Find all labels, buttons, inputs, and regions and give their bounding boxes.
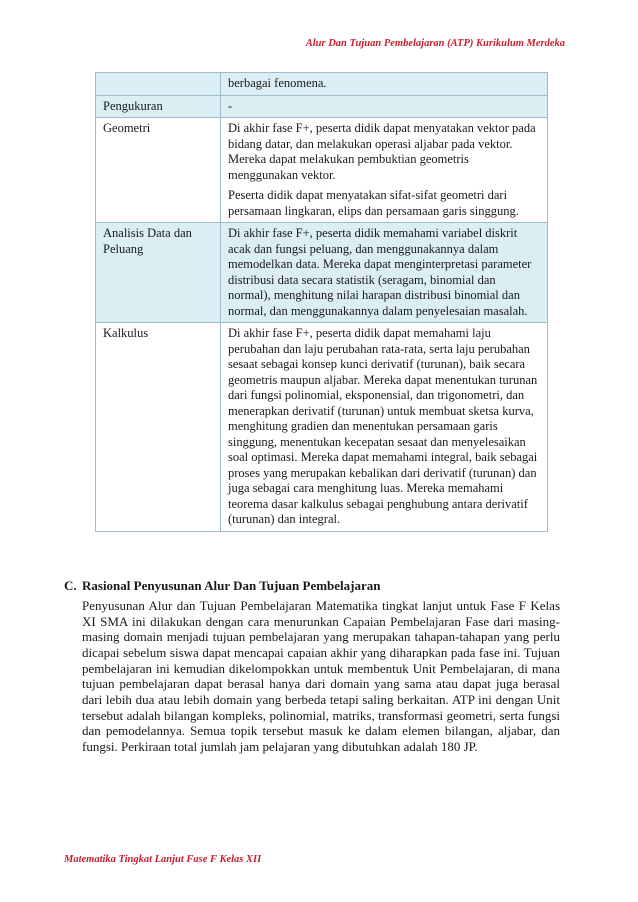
description-text: Di akhir fase F+, peserta didik dapat menyatakan vektor pada bidang datar, dan melakukan operasi aljabar pada vektor. Mereka dapat melakukan pembuktian geometris menggunakan vektor. xyxy=(228,121,536,182)
section-body: Penyusunan Alur dan Tujuan Pembelajaran Matematika tingkat lanjut untuk Fase F Kelas XI SMA ini dilakukan dengan cara menurunkan Capaian Pembelajaran Fase dari masing-masing domain menjadi tujuan pembelajaran yang merupakan tahapan-tahapan yang perlu dicapai sebelum siswa dapat mencapai capaian akhir yang diharapkan pada fase ini. Tujuan pembelajaran ini kemudian dikelompokkan untuk membentuk Unit Pembelajaran, di mana tujuan pembelajaran dapat berasal hanya dari domain yang sama atau dapat juga berasal dari lebih dua atau lebih domain yang berbeda tetapi saling berkaitan. ATP ini dengan Unit tersebut adalah bilangan kompleks, polinomial, matriks, transformasi geometri, serta fungsi dan pemodelannya. Semua topik tersebut masuk ke dalam elemen bilangan, aljabar, dan fungsi. Perkiraan total jumlah jam pelajaran yang dibutuhkan adalah 180 JP. xyxy=(82,598,560,754)
section-heading xyxy=(64,578,380,594)
table-row xyxy=(96,73,548,96)
description-text: Peserta didik dapat menyatakan sifat-sifat geometri dari persamaan lingkaran, elips dan persamaan garis singgung. xyxy=(228,188,519,218)
description-cell xyxy=(221,118,548,223)
element-cell: Pengukuran xyxy=(96,95,221,118)
table-row xyxy=(96,95,548,118)
description-cell xyxy=(221,95,548,118)
running-footer: Matematika Tingkat Lanjut Fase F Kelas XII xyxy=(64,854,262,865)
table-row xyxy=(96,118,548,223)
section-title: Rasional Penyusunan Alur Dan Tujuan Pembelajaran xyxy=(82,578,381,593)
description-text: Di akhir fase F+, peserta didik memahami variabel diskrit acak dan fungsi peluang, dan menggunakannya dalam memodelkan data. Mereka dapat menginterpretasi parameter distribusi data secara statistik (seragam, binomial dan normal), menghitung nilai harapan distribusi binomial dan normal, dan menggunakannya dalam penyelesaian masalah. xyxy=(228,226,532,318)
table-row xyxy=(96,223,548,323)
description-cell xyxy=(221,73,548,96)
section-letter: C. xyxy=(64,578,77,593)
description-text: Di akhir fase F+, peserta didik dapat memahami laju perubahan dan laju perubahan rata-rata, serta laju perubahan sesaat sebagai konsep kunci derivatif (turunan), baik secara geometris maupun aljabar. Mereka dapat menentukan turunan dari fungsi polinomial, eksponensial, dan trigonometri, dan menerapkan derivatif (turunan) untuk membuat sketsa kurva, menghitung gradien dan menentukan persamaan garis singgung, menentukan kecepatan sesaat dan menyelesaikan soal optimasi. Mereka dapat memahami integral, baik sebagai proses yang merupakan kebalikan dari derivatif (turunan) dan juga sebagai cara menghitung luas. Mereka memahami teorema dasar kalkulus sebagai penghubung antara derivatif (turunan) dan integral. xyxy=(228,326,538,526)
atp-table xyxy=(95,72,548,532)
running-header: Alur Dan Tujuan Pembelajaran (ATP) Kurikulum Merdeka xyxy=(305,38,565,49)
description-text: berbagai fenomena. xyxy=(228,76,327,90)
element-cell: Kalkulus xyxy=(96,323,221,532)
description-cell xyxy=(221,223,548,323)
table-row xyxy=(96,323,548,532)
description-cell xyxy=(221,323,548,532)
element-cell: Analisis Data dan Peluang xyxy=(96,223,221,323)
element-cell xyxy=(96,73,221,96)
element-cell: Geometri xyxy=(96,118,221,223)
description-text: - xyxy=(228,98,233,113)
